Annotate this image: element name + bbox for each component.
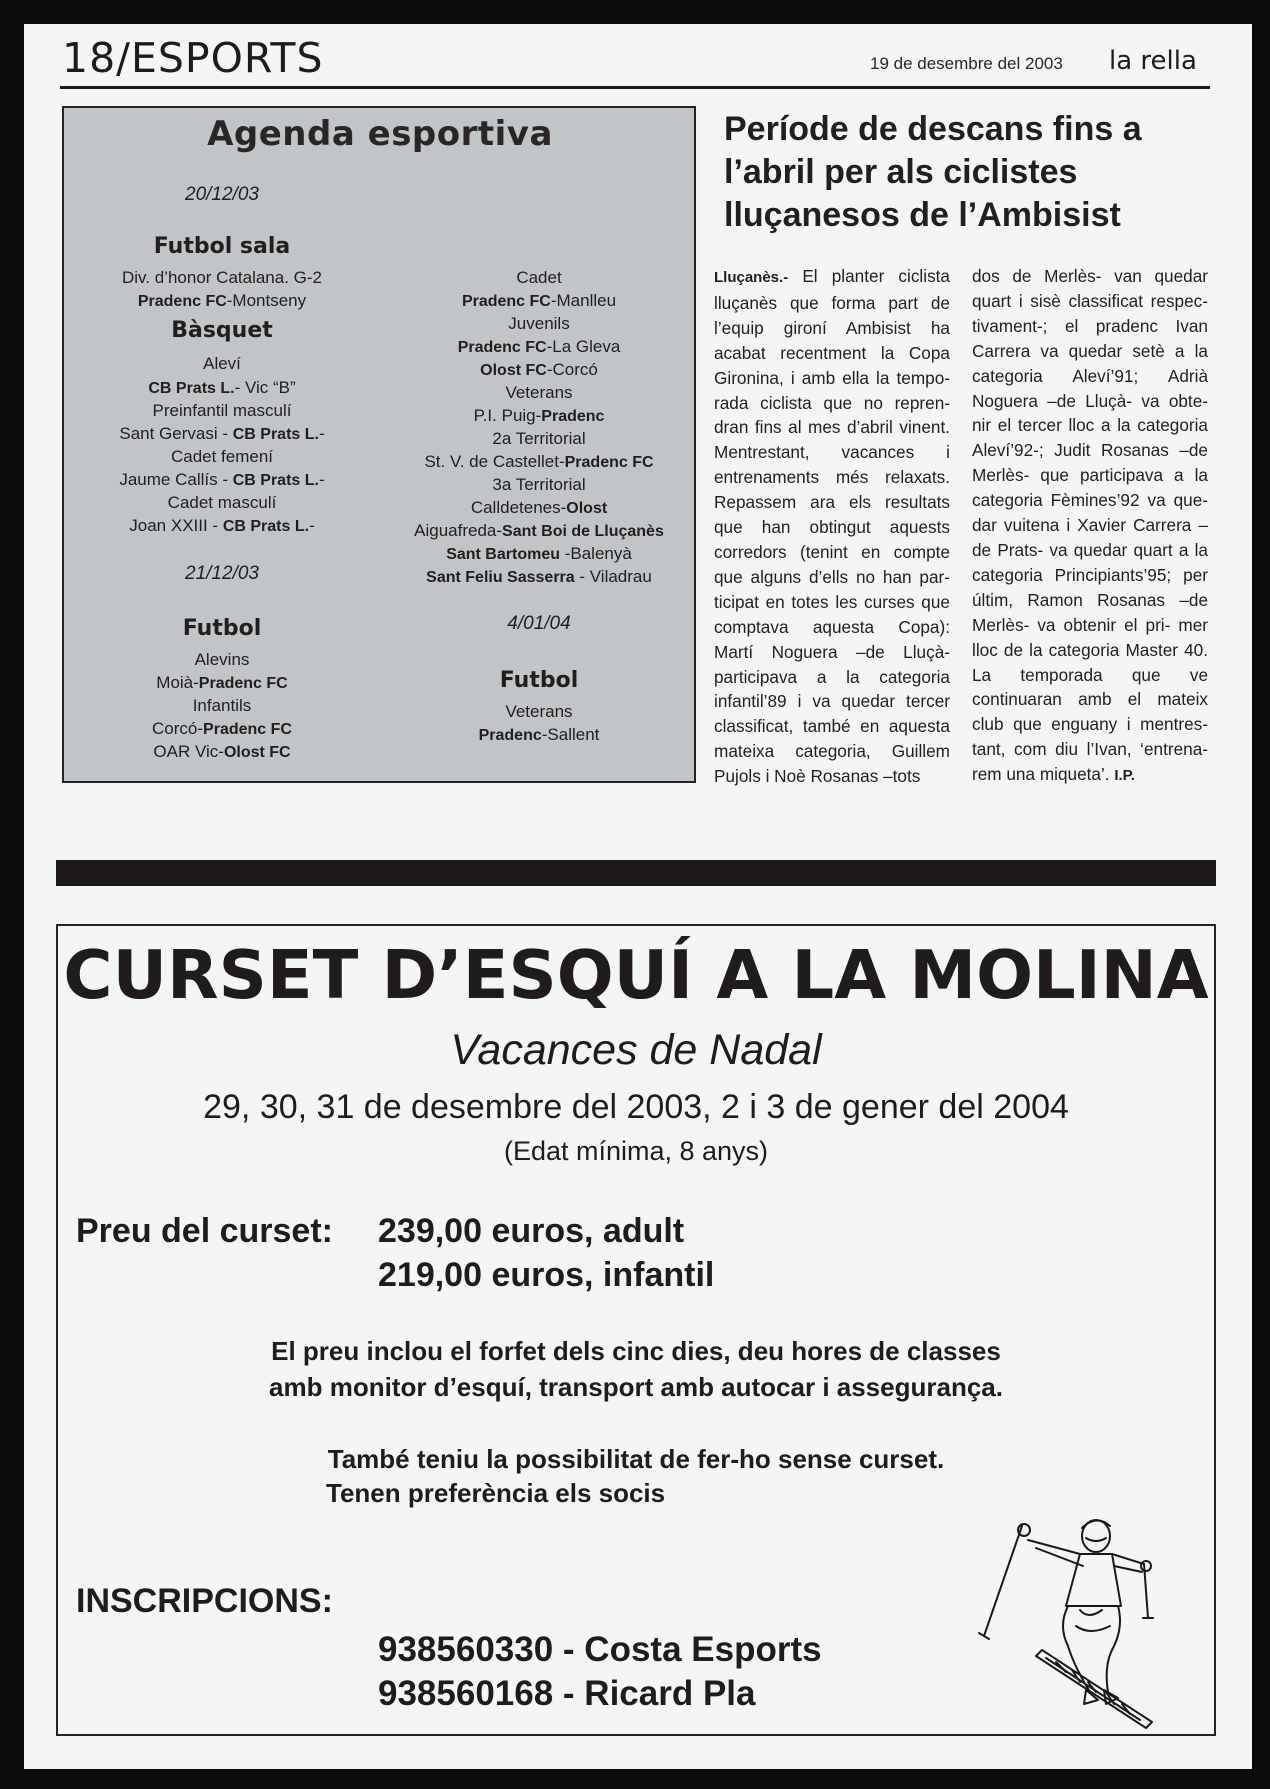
newspaper-page [24, 24, 1252, 1769]
ad-subtitle: Vacances de Nadal [450, 1026, 822, 1074]
agenda-line: P.I. Puig-Pradenc [473, 406, 605, 425]
article-signature: I.P. [1114, 767, 1135, 785]
ad-min-age: (Edat mínima, 8 anys) [503, 1136, 769, 1166]
ski-course-ad [56, 924, 1216, 1736]
agenda-futbol-2: Futbol [499, 668, 579, 693]
agenda-line: OAR Vic-Olost FC [153, 742, 291, 761]
agenda-line: Sant Gervasi - CB Prats L.- [119, 424, 325, 443]
header-rule [60, 86, 1210, 89]
option-line-2: Tenen preferència els socis [326, 1478, 666, 1508]
agenda-line: Preinfantil masculí [152, 401, 292, 420]
publication-logo: la rella [1109, 46, 1197, 76]
article-column-1: Lluçanès.- El planter ciclista lluçanès que forma part de l’equip gironí Ambisist ha acabat recentment la Copa Gironina, i amb ella la tempo- rada ciclista que no repren- dran fins al mes d’abril vinent. Mentrestant, vacances i entrenaments més relaxats. Repassem ara els resultats que han obtingut aquests corredors (tenint en compte que alguns d’ells no han par- ticipat en totes les curses que comptava aquesta Copa): Martí Noguera –de Lluçà- participava a la categoria infantil’89 i va quedar tercer classificat, també en aquesta mateixa categoria, Guillem Pujols i Noè Rosanas –tots [714, 266, 950, 787]
agenda-line: St. V. de Castellet-Pradenc FC [424, 452, 654, 471]
contact-ricard-pla: 938560168 - Ricard Pla [378, 1674, 756, 1713]
agenda-date-2: 21/12/03 [185, 563, 259, 584]
agenda-line: Alevins [194, 650, 250, 669]
issue-date: 19 de desembre del 2003 [870, 54, 1063, 73]
agenda-line: CB Prats L.- Vic “B” [148, 378, 296, 397]
option-line-1: També teniu la possibilitat de fer-ho sense curset. [327, 1444, 945, 1474]
agenda-line: Veterans [505, 702, 573, 721]
agenda-line: Calldetenes-Olost [470, 498, 608, 517]
agenda-line: Cadet [516, 268, 562, 287]
agenda-line: 2a Territorial [492, 429, 586, 448]
contact-costa-esports: 938560330 - Costa Esports [378, 1630, 822, 1669]
agenda-box [62, 106, 696, 783]
agenda-date-3: 4/01/04 [507, 613, 571, 634]
agenda-line: Aleví [203, 354, 241, 373]
agenda-line: Olost FC-Corcó [480, 360, 598, 379]
agenda-futbol: Futbol [182, 616, 262, 641]
agenda-line: Pradenc-Sallent [478, 725, 600, 744]
includes-line-2: amb monitor d’esquí, transport amb autocar i assegurança. [269, 1372, 1003, 1402]
agenda-line: Cadet masculí [167, 493, 277, 512]
agenda-line: Veterans [505, 383, 573, 402]
agenda-line: Cadet femení [170, 447, 274, 466]
price-child: 219,00 euros, infantil [378, 1256, 715, 1294]
agenda-futbol-sala: Futbol sala [153, 234, 291, 259]
article-title: Període de descans fins a l’abril per als ciclistes lluçanesos de l’Ambisist [724, 110, 1142, 234]
agenda-line: Joan XXIII - CB Prats L.- [129, 516, 315, 535]
agenda-basquet: Bàsquet [171, 318, 273, 343]
agenda-line: Sant Bartomeu -Balenyà [446, 544, 632, 563]
agenda-line: Aiguafreda-Sant Boi de Lluçanès [414, 521, 664, 540]
article-byline: Lluçanès.- [714, 269, 789, 286]
agenda-line: Juvenils [508, 314, 570, 333]
agenda-date-1: 20/12/03 [185, 184, 259, 205]
agenda-line: Pradenc FC-La Gleva [457, 337, 621, 356]
skier-illustration [976, 1506, 1206, 1736]
agenda-line: Corcó-Pradenc FC [152, 719, 292, 738]
agenda-line: Infantils [192, 696, 252, 715]
section-divider-bar [56, 860, 1216, 886]
ad-dates: 29, 30, 31 de desembre del 2003, 2 i 3 de gener del 2004 [203, 1088, 1069, 1126]
agenda-line: Pradenc FC-Montseny [137, 291, 307, 310]
agenda-line: Moià-Pradenc FC [156, 673, 288, 692]
agenda-line: Jaume Callís - CB Prats L.- [119, 470, 325, 489]
agenda-line: Div. d’honor Catalana. G-2 [121, 268, 323, 287]
agenda-line: 3a Territorial [492, 475, 586, 494]
inscriptions-label: INSCRIPCIONS: [76, 1582, 333, 1620]
includes-line-1: El preu inclou el forfet dels cinc dies, deu hores de classes [271, 1336, 1001, 1366]
agenda-title: Agenda esportiva [207, 114, 553, 154]
agenda-line: Sant Feliu Sasserra - Viladrau [426, 567, 652, 586]
price-label: Preu del curset: [76, 1212, 333, 1250]
agenda-line: Pradenc FC-Manlleu [461, 291, 617, 310]
article-column-2: dos de Merlès- van quedar quart i sisè classificat respec- tivament-; el pradenc Ivan Carrera va quedar setè a la categoria Aleví’91; Adrià Noguera –de Lluçà- va obte- nir el tercer lloc a la categoria Aleví’92-; Judit Rosanas –de Merlès- que participava a la categoria Fèmines’92 va que- dar vuitena i Xavier Carrera –de Prats- va quedar quart a la categoria Principiants’95; per últim, Ramon Rosanas –de Merlès- va obtenir el pri- mer lloc de la categoria Master 40. La temporada que ve continuaran amb el mateix club que enguany i mentres- tant, com diu l’Ivan, ‘entrena- rem una miqueta’. I.P. [972, 266, 1209, 785]
section-header: 18/ESPORTS [62, 34, 324, 82]
price-adult: 239,00 euros, adult [378, 1212, 685, 1250]
ad-title: CURSET D’ESQUÍ A LA MOLINA [63, 936, 1209, 1014]
